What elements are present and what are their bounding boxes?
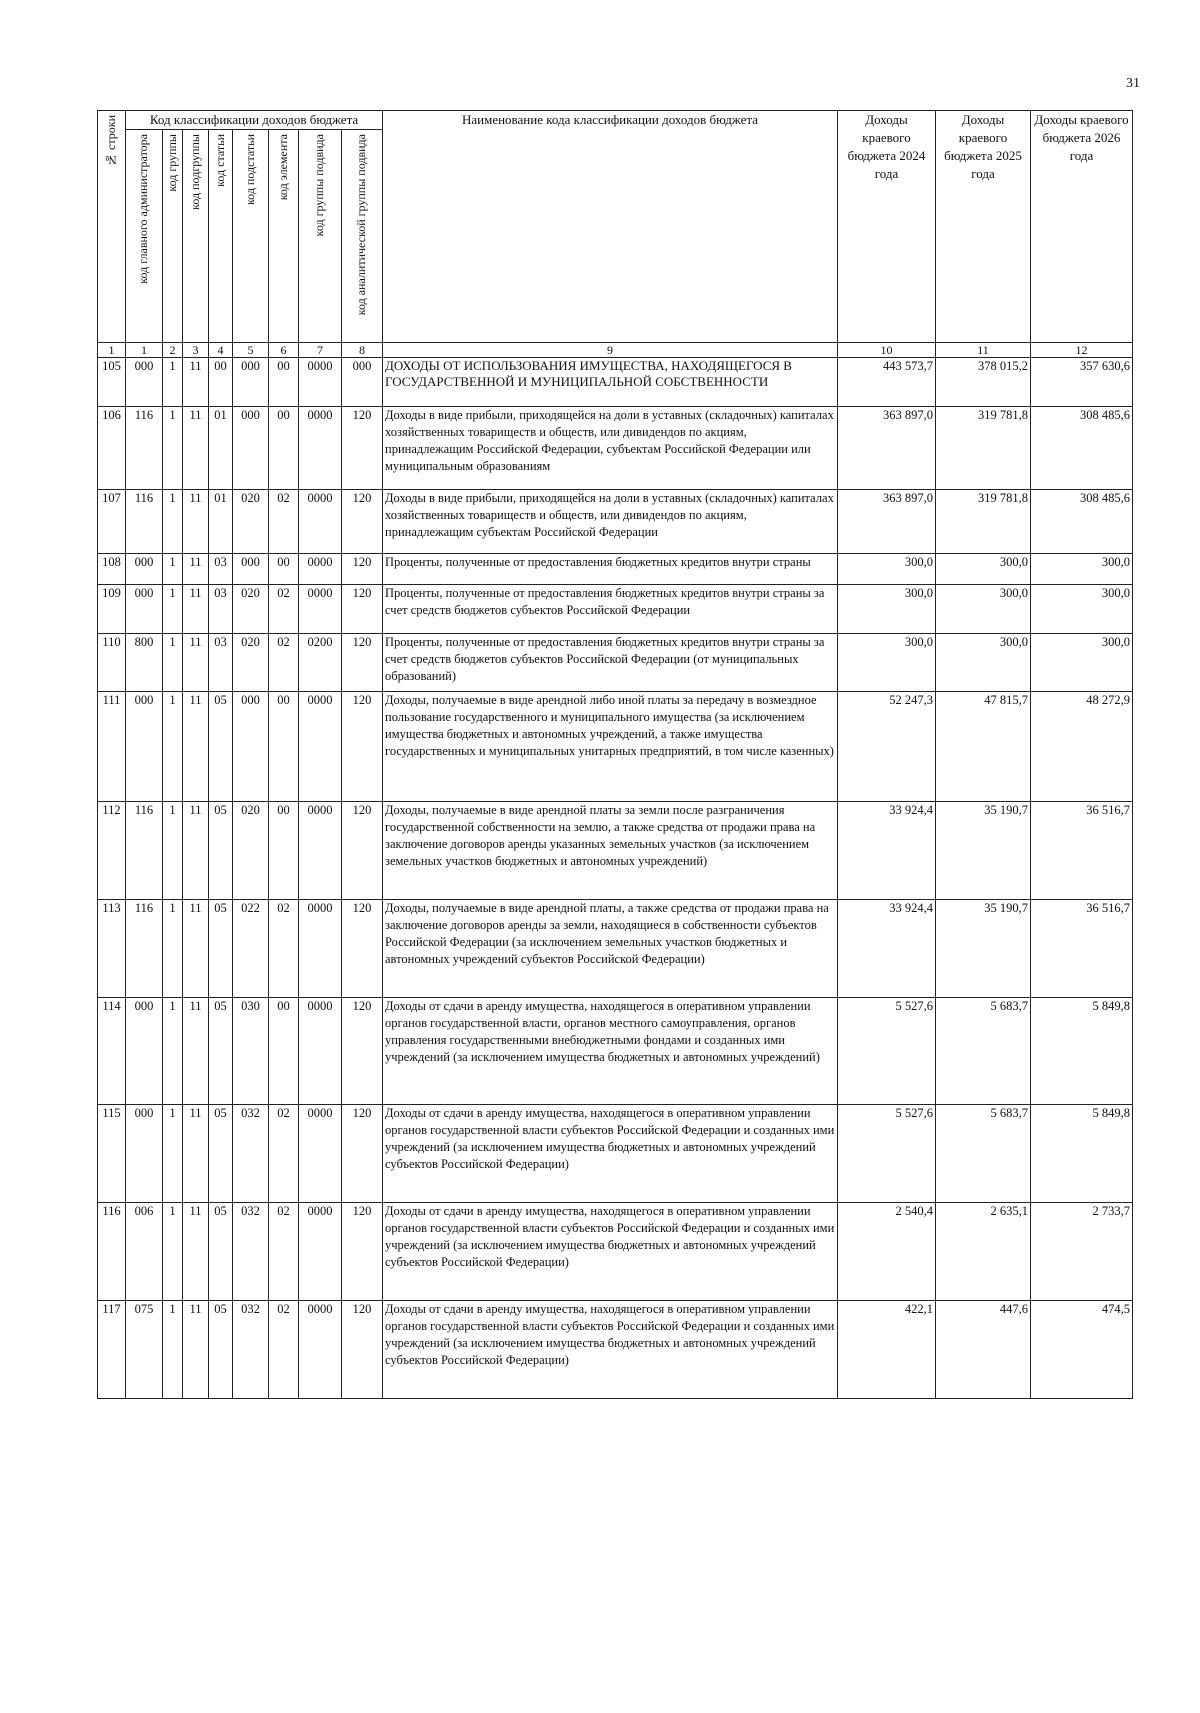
article-code-cell: 03 (209, 585, 233, 634)
revenue-2024-cell: 422,1 (838, 1301, 936, 1399)
subarticle-code-cell: 020 (233, 585, 269, 634)
revenue-2026-cell: 300,0 (1031, 634, 1133, 692)
revenue-2025-cell: 35 190,7 (936, 900, 1031, 998)
revenue-2026-cell: 36 516,7 (1031, 900, 1133, 998)
revenue-2026-cell: 5 849,8 (1031, 998, 1133, 1105)
analytic-group-code-cell: 120 (342, 1105, 383, 1203)
element-code-cell: 02 (269, 900, 299, 998)
column-number: 12 (1031, 343, 1133, 358)
table-row (98, 634, 1133, 692)
subtype-group-code-cell: 0000 (299, 802, 342, 900)
row-number-cell: 115 (98, 1105, 126, 1203)
subtype-group-code-cell: 0000 (299, 585, 342, 634)
admin-code-cell: 006 (126, 1203, 163, 1301)
row-number-cell: 107 (98, 490, 126, 554)
page-number: 31 (1126, 76, 1140, 91)
element-code-cell: 00 (269, 358, 299, 407)
column-number-row (98, 343, 1133, 358)
code-name-cell: ДОХОДЫ ОТ ИСПОЛЬЗОВАНИЯ ИМУЩЕСТВА, НАХОДЯЩЕГОСЯ В ГОСУДАРСТВЕННОЙ И МУНИЦИПАЛЬНОЙ СОБСТВЕННОСТИ (383, 358, 838, 407)
table-row (98, 802, 1133, 900)
table-row (98, 1203, 1133, 1301)
analytic-group-code-cell: 120 (342, 585, 383, 634)
revenue-2024-cell: 52 247,3 (838, 692, 936, 802)
code-name-cell: Доходы от сдачи в аренду имущества, находящегося в оперативном управлении органов государственной власти субъектов Российской Федерации и созданных ими учреждений (за исключением имущества бюджетных и автономных учреждений субъектов Российской Федерации) (383, 1105, 838, 1203)
row-number-cell: 116 (98, 1203, 126, 1301)
subtype-group-code-header: код группы подвида (299, 130, 342, 343)
row-number-cell: 110 (98, 634, 126, 692)
column-number: 10 (838, 343, 936, 358)
revenue-2024-cell: 443 573,7 (838, 358, 936, 407)
row-number-cell: 113 (98, 900, 126, 998)
element-code-cell: 00 (269, 692, 299, 802)
code-name-cell: Проценты, полученные от предоставления бюджетных кредитов внутри страны за счет средств бюджетов субъектов Российской Федерации (от муниципальных образований) (383, 634, 838, 692)
subtype-group-code-cell: 0000 (299, 1301, 342, 1399)
code-name-header: Наименование кода классификации доходов бюджета (383, 111, 838, 343)
article-code-cell: 05 (209, 900, 233, 998)
subgroup-code-cell: 11 (183, 900, 209, 998)
subtype-group-code-cell: 0000 (299, 407, 342, 490)
table-row (98, 358, 1133, 407)
subgroup-code-cell: 11 (183, 692, 209, 802)
revenue-2024-header: Доходы краевого бюджета 2024 года (838, 111, 936, 343)
subgroup-code-cell: 11 (183, 998, 209, 1105)
analytic-group-code-cell: 000 (342, 358, 383, 407)
article-code-cell: 03 (209, 554, 233, 585)
header-row-top (98, 111, 1133, 130)
revenue-2026-cell: 357 630,6 (1031, 358, 1133, 407)
subarticle-code-cell: 000 (233, 358, 269, 407)
revenue-2026-cell: 474,5 (1031, 1301, 1133, 1399)
column-number: 7 (299, 343, 342, 358)
article-code-cell: 05 (209, 1301, 233, 1399)
group-code-cell: 1 (163, 692, 183, 802)
revenue-2025-cell: 319 781,8 (936, 490, 1031, 554)
revenue-2025-cell: 447,6 (936, 1301, 1031, 1399)
admin-code-header: код главного администратора (126, 130, 163, 343)
group-code-cell: 1 (163, 998, 183, 1105)
table-body (98, 358, 1133, 1399)
subtype-group-code-cell: 0000 (299, 1105, 342, 1203)
table-row (98, 585, 1133, 634)
row-number-cell: 117 (98, 1301, 126, 1399)
revenue-2024-cell: 33 924,4 (838, 802, 936, 900)
subtype-group-code-cell: 0000 (299, 358, 342, 407)
group-code-cell: 1 (163, 1203, 183, 1301)
admin-code-cell: 000 (126, 1105, 163, 1203)
admin-code-cell: 000 (126, 554, 163, 585)
admin-code-cell: 116 (126, 490, 163, 554)
column-number: 1 (126, 343, 163, 358)
subgroup-code-cell: 11 (183, 1301, 209, 1399)
revenue-2025-cell: 5 683,7 (936, 998, 1031, 1105)
revenue-2026-cell: 5 849,8 (1031, 1105, 1133, 1203)
subarticle-code-cell: 020 (233, 490, 269, 554)
subarticle-code-cell: 032 (233, 1301, 269, 1399)
subarticle-code-cell: 000 (233, 407, 269, 490)
subtype-group-code-cell: 0000 (299, 1203, 342, 1301)
table-row (98, 1105, 1133, 1203)
analytic-group-code-cell: 120 (342, 802, 383, 900)
analytic-group-code-cell: 120 (342, 490, 383, 554)
element-code-cell: 02 (269, 490, 299, 554)
element-code-cell: 02 (269, 1105, 299, 1203)
code-name-cell: Доходы, получаемые в виде арендной платы, а также средства от продажи права на заключение договоров аренды за земли, находящиеся в собственности субъектов Российской Федерации (за исключением земельных участков бюджетных и автономных учреждений субъектов Российской Федерации) (383, 900, 838, 998)
article-code-cell: 05 (209, 1105, 233, 1203)
analytic-group-code-cell: 120 (342, 900, 383, 998)
code-name-cell: Доходы в виде прибыли, приходящейся на доли в уставных (складочных) капиталах хозяйственных товариществ и обществ, или дивидендов по акциям, принадлежащим Российской Федерации, субъектам Российской Федерации или муниципальным образованиям (383, 407, 838, 490)
subgroup-code-cell: 11 (183, 554, 209, 585)
row-number-cell: 109 (98, 585, 126, 634)
revenue-2024-cell: 2 540,4 (838, 1203, 936, 1301)
revenue-2024-cell: 300,0 (838, 634, 936, 692)
revenue-2026-cell: 308 485,6 (1031, 407, 1133, 490)
revenue-2024-cell: 300,0 (838, 554, 936, 585)
admin-code-cell: 000 (126, 358, 163, 407)
table-row (98, 407, 1133, 490)
subgroup-code-cell: 11 (183, 407, 209, 490)
subtype-group-code-cell: 0000 (299, 998, 342, 1105)
article-code-cell: 00 (209, 358, 233, 407)
article-code-header: код статьи (209, 130, 233, 343)
element-code-cell: 02 (269, 585, 299, 634)
analytic-group-code-header: код аналитической группы подвида (342, 130, 383, 343)
subarticle-code-cell: 022 (233, 900, 269, 998)
code-name-cell: Доходы, получаемые в виде арендной платы за земли после разграничения государственной собственности на землю, а также средства от продажи права на заключение договоров аренды указанных земельных участков (за исключением земельных участков бюджетных и автономных учреждений) (383, 802, 838, 900)
subtype-group-code-cell: 0000 (299, 554, 342, 585)
element-code-cell: 00 (269, 802, 299, 900)
admin-code-cell: 000 (126, 585, 163, 634)
element-code-cell: 00 (269, 554, 299, 585)
revenue-2024-cell: 5 527,6 (838, 1105, 936, 1203)
subtype-group-code-cell: 0000 (299, 692, 342, 802)
row-number-cell: 108 (98, 554, 126, 585)
subarticle-code-cell: 020 (233, 802, 269, 900)
table-row (98, 554, 1133, 585)
code-name-cell: Проценты, полученные от предоставления бюджетных кредитов внутри страны за счет средств бюджетов субъектов Российской Федерации (383, 585, 838, 634)
row-number-cell: 106 (98, 407, 126, 490)
admin-code-cell: 116 (126, 407, 163, 490)
element-code-cell: 02 (269, 1203, 299, 1301)
admin-code-cell: 075 (126, 1301, 163, 1399)
article-code-cell: 05 (209, 692, 233, 802)
subtype-group-code-cell: 0200 (299, 634, 342, 692)
subgroup-code-cell: 11 (183, 585, 209, 634)
code-name-cell: Доходы от сдачи в аренду имущества, находящегося в оперативном управлении органов государственной власти, органов местного самоуправления, органов управления государственными внебюджетными фондами и созданных ими учреждений (за исключением имущества бюджетных и автономных учреждений) (383, 998, 838, 1105)
code-name-cell: Проценты, полученные от предоставления бюджетных кредитов внутри страны (383, 554, 838, 585)
code-name-cell: Доходы от сдачи в аренду имущества, находящегося в оперативном управлении органов государственной власти субъектов Российской Федерации и созданных ими учреждений (за исключением имущества бюджетных и автономных учреждений субъектов Российской Федерации) (383, 1203, 838, 1301)
revenue-2024-cell: 363 897,0 (838, 490, 936, 554)
subgroup-code-header: код подгруппы (183, 130, 209, 343)
article-code-cell: 01 (209, 407, 233, 490)
revenue-2024-cell: 5 527,6 (838, 998, 936, 1105)
table-row (98, 1301, 1133, 1399)
column-number: 8 (342, 343, 383, 358)
article-code-cell: 01 (209, 490, 233, 554)
group-code-cell: 1 (163, 634, 183, 692)
column-number: 2 (163, 343, 183, 358)
row-number-cell: 112 (98, 802, 126, 900)
code-name-cell: Доходы от сдачи в аренду имущества, находящегося в оперативном управлении органов государственной власти субъектов Российской Федерации и созданных ими учреждений (за исключением имущества бюджетных и автономных учреждений субъектов Российской Федерации) (383, 1301, 838, 1399)
analytic-group-code-cell: 120 (342, 634, 383, 692)
article-code-cell: 03 (209, 634, 233, 692)
admin-code-cell: 116 (126, 900, 163, 998)
table-row (98, 692, 1133, 802)
element-code-cell: 02 (269, 634, 299, 692)
element-code-cell: 00 (269, 998, 299, 1105)
group-code-cell: 1 (163, 900, 183, 998)
revenue-2026-cell: 2 733,7 (1031, 1203, 1133, 1301)
element-code-cell: 00 (269, 407, 299, 490)
article-code-cell: 05 (209, 1203, 233, 1301)
revenue-2025-cell: 47 815,7 (936, 692, 1031, 802)
column-number: 11 (936, 343, 1031, 358)
row-number-cell: 111 (98, 692, 126, 802)
subarticle-code-cell: 020 (233, 634, 269, 692)
revenue-2025-cell: 300,0 (936, 585, 1031, 634)
revenue-2026-cell: 308 485,6 (1031, 490, 1133, 554)
revenue-2024-cell: 300,0 (838, 585, 936, 634)
subgroup-code-cell: 11 (183, 634, 209, 692)
revenue-2025-cell: 5 683,7 (936, 1105, 1031, 1203)
subarticle-code-header: код подстатьи (233, 130, 269, 343)
analytic-group-code-cell: 120 (342, 554, 383, 585)
group-code-cell: 1 (163, 802, 183, 900)
group-code-cell: 1 (163, 585, 183, 634)
code-name-cell: Доходы, получаемые в виде арендной либо иной платы за передачу в возмездное пользование государственного и муниципального имущества (за исключением имущества бюджетных и автономных учреждений, а также имущества государственных и муниципальных унитарных предприятий, в том числе казенных) (383, 692, 838, 802)
table-row (98, 998, 1133, 1105)
row-number-cell: 114 (98, 998, 126, 1105)
revenue-2025-header: Доходы краевого бюджета 2025 года (936, 111, 1031, 343)
subarticle-code-cell: 000 (233, 554, 269, 585)
group-code-header: код группы (163, 130, 183, 343)
subgroup-code-cell: 11 (183, 490, 209, 554)
subtype-group-code-cell: 0000 (299, 490, 342, 554)
code-name-cell: Доходы в виде прибыли, приходящейся на доли в уставных (складочных) капиталах хозяйственных товариществ и обществ, или дивидендов по акциям, принадлежащим субъектам Российской Федерации (383, 490, 838, 554)
analytic-group-code-cell: 120 (342, 692, 383, 802)
column-number: 9 (383, 343, 838, 358)
subarticle-code-cell: 000 (233, 692, 269, 802)
table-row (98, 900, 1133, 998)
column-number: 1 (98, 343, 126, 358)
revenue-2026-cell: 36 516,7 (1031, 802, 1133, 900)
subarticle-code-cell: 032 (233, 1105, 269, 1203)
group-code-cell: 1 (163, 1301, 183, 1399)
element-code-cell: 02 (269, 1301, 299, 1399)
row-number-cell: 105 (98, 358, 126, 407)
column-number: 6 (269, 343, 299, 358)
group-code-cell: 1 (163, 1105, 183, 1203)
revenue-2026-header: Доходы краевого бюджета 2026 года (1031, 111, 1133, 343)
classification-code-header: Код классификации доходов бюджета (126, 111, 383, 130)
subgroup-code-cell: 11 (183, 1105, 209, 1203)
revenue-2024-cell: 33 924,4 (838, 900, 936, 998)
admin-code-cell: 116 (126, 802, 163, 900)
revenue-2024-cell: 363 897,0 (838, 407, 936, 490)
budget-revenue-table (97, 110, 1133, 1399)
group-code-cell: 1 (163, 554, 183, 585)
subgroup-code-cell: 11 (183, 802, 209, 900)
analytic-group-code-cell: 120 (342, 998, 383, 1105)
analytic-group-code-cell: 120 (342, 1301, 383, 1399)
revenue-2025-cell: 35 190,7 (936, 802, 1031, 900)
revenue-2026-cell: 300,0 (1031, 585, 1133, 634)
subgroup-code-cell: 11 (183, 1203, 209, 1301)
revenue-2025-cell: 2 635,1 (936, 1203, 1031, 1301)
revenue-2025-cell: 300,0 (936, 634, 1031, 692)
subarticle-code-cell: 030 (233, 998, 269, 1105)
revenue-2025-cell: 319 781,8 (936, 407, 1031, 490)
analytic-group-code-cell: 120 (342, 407, 383, 490)
subarticle-code-cell: 032 (233, 1203, 269, 1301)
group-code-cell: 1 (163, 358, 183, 407)
column-number: 5 (233, 343, 269, 358)
subgroup-code-cell: 11 (183, 358, 209, 407)
admin-code-cell: 800 (126, 634, 163, 692)
column-number: 3 (183, 343, 209, 358)
row-number-header: № строки (98, 111, 126, 343)
group-code-cell: 1 (163, 407, 183, 490)
column-number: 4 (209, 343, 233, 358)
revenue-2026-cell: 48 272,9 (1031, 692, 1133, 802)
revenue-2025-cell: 378 015,2 (936, 358, 1031, 407)
element-code-header: код элемента (269, 130, 299, 343)
analytic-group-code-cell: 120 (342, 1203, 383, 1301)
subtype-group-code-cell: 0000 (299, 900, 342, 998)
revenue-2025-cell: 300,0 (936, 554, 1031, 585)
article-code-cell: 05 (209, 802, 233, 900)
article-code-cell: 05 (209, 998, 233, 1105)
table-row (98, 490, 1133, 554)
group-code-cell: 1 (163, 490, 183, 554)
admin-code-cell: 000 (126, 692, 163, 802)
revenue-2026-cell: 300,0 (1031, 554, 1133, 585)
admin-code-cell: 000 (126, 998, 163, 1105)
